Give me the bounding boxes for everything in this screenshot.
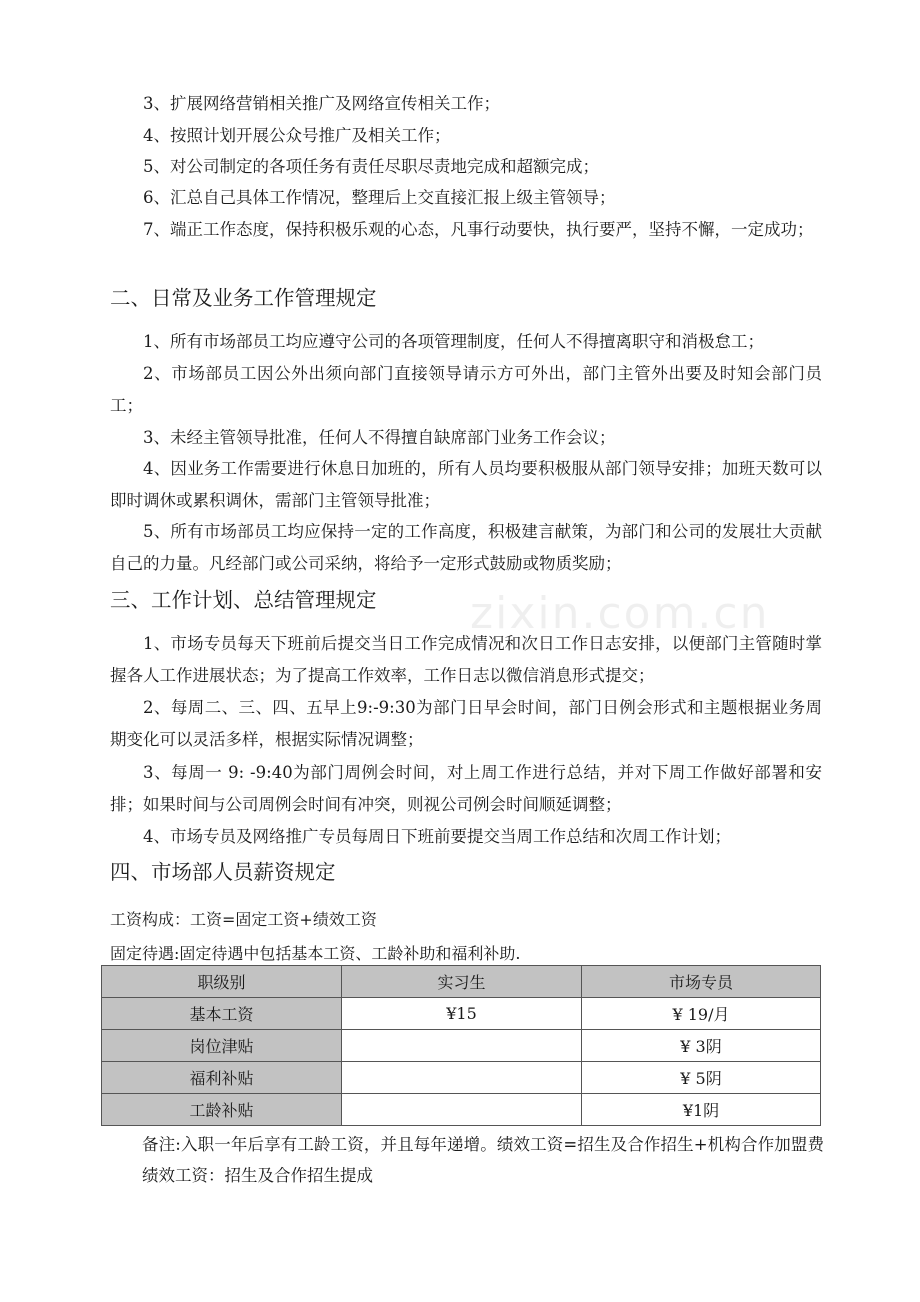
section3-item-4: 4、市场专员及网络推广专员每周日下班前要提交当周工作总结和次周工作计划； (143, 827, 731, 846)
table-header-row (102, 966, 821, 998)
table-cell: ¥15 (342, 998, 582, 1030)
salary-table (101, 965, 821, 1126)
table-header-cell: 市场专员 (582, 966, 821, 998)
table-cell: ¥ 3阴 (582, 1030, 821, 1062)
row-label-cell: 福利补贴 (102, 1062, 342, 1094)
section2-item-2: 2、市场部员工因公外出须向部门直接领导请示方可外出，部门主管外出要及时知会部门员工； (110, 364, 822, 415)
section3-heading: 三、工作计划、总结管理规定 (110, 588, 377, 612)
salary-structure: 工资构成：工资=固定工资+绩效工资 (110, 910, 377, 929)
section2-item-4: 4、因业务工作需要进行休息日加班的，所有人员均要积极服从部门领导安排；加班天数可以即时调休或累积调休，需部门主管领导批准； (110, 459, 822, 510)
table-cell: ¥ 19/月 (582, 998, 821, 1030)
section3-item-2: 2、每周二、三、四、五早上9:-9:30为部门日早会时间，部门日例会形式和主题根据业务周期变化可以灵活多样，根据实际情况调整； (110, 698, 822, 749)
section2-heading: 二、日常及业务工作管理规定 (110, 286, 377, 310)
table-cell (342, 1062, 582, 1094)
table-header-cell: 职级别 (102, 966, 342, 998)
fixed-treatment: 固定待遇:固定待遇中包括基本工资、工龄补助和福利补助. (110, 944, 521, 963)
table-row (102, 1062, 821, 1094)
section2-item-5: 5、所有市场部员工均应保持一定的工作高度，积极建言献策，为部门和公司的发展壮大贡献自己的力量。凡经部门或公司采纳，将给予一定形式鼓励或物质奖励； (110, 522, 822, 573)
watermark: zixin.com.cn (470, 588, 770, 639)
section1-item-6: 6、汇总自己具体工作情况，整理后上交直接汇报上级主管领导； (143, 188, 616, 207)
section2-item-1: 1、所有市场部员工均应遵守公司的各项管理制度，任何人不得擅离职守和消极怠工； (143, 332, 764, 351)
row-label-cell: 岗位津贴 (102, 1030, 342, 1062)
table-header-cell: 实习生 (342, 966, 582, 998)
section1-item-7: 7、端正工作态度，保持积极乐观的心态，凡事行动要快，执行要严，坚持不懈，一定成功； (143, 220, 814, 239)
section3-item-3: 3、每周一 9: -9:40为部门周例会时间，对上周工作进行总结，并对下周工作做好部署和安排；如果时间与公司周例会时间有冲突，则视公司例会时间顺延调整； (110, 763, 822, 814)
table-cell (342, 1094, 582, 1126)
section2-item-3: 3、未经主管领导批准，任何人不得擅自缺席部门业务工作会议； (143, 428, 616, 447)
section4-heading: 四、市场部人员薪资规定 (110, 860, 336, 884)
table-row (102, 998, 821, 1030)
remark-note: 备注:入职一年后享有工龄工资，并且每年递增。绩效工资=招生及合作招生+机构合作加盟费绩效工资：招生及合作招生提成 (142, 1135, 824, 1185)
table-cell: ¥1阴 (582, 1094, 821, 1126)
row-label-cell: 基本工资 (102, 998, 342, 1030)
section3-item-1: 1、市场专员每天下班前后提交当日工作完成情况和次日工作日志安排，以便部门主管随时掌握各人工作进展状态；为了提高工作效率，工作日志以微信消息形式提交； (110, 634, 822, 685)
row-label-cell: 工龄补贴 (102, 1094, 342, 1126)
table-cell (342, 1030, 582, 1062)
section1-item-5: 5、对公司制定的各项任务有责任尽职尽责地完成和超额完成； (143, 157, 599, 176)
table-row (102, 1094, 821, 1126)
section1-item-4: 4、按照计划开展公众号推广及相关工作； (143, 126, 451, 145)
table-row (102, 1030, 821, 1062)
section1-item-3: 3、扩展网络营销相关推广及网络宣传相关工作； (143, 94, 500, 113)
table-cell: ¥ 5阴 (582, 1062, 821, 1094)
